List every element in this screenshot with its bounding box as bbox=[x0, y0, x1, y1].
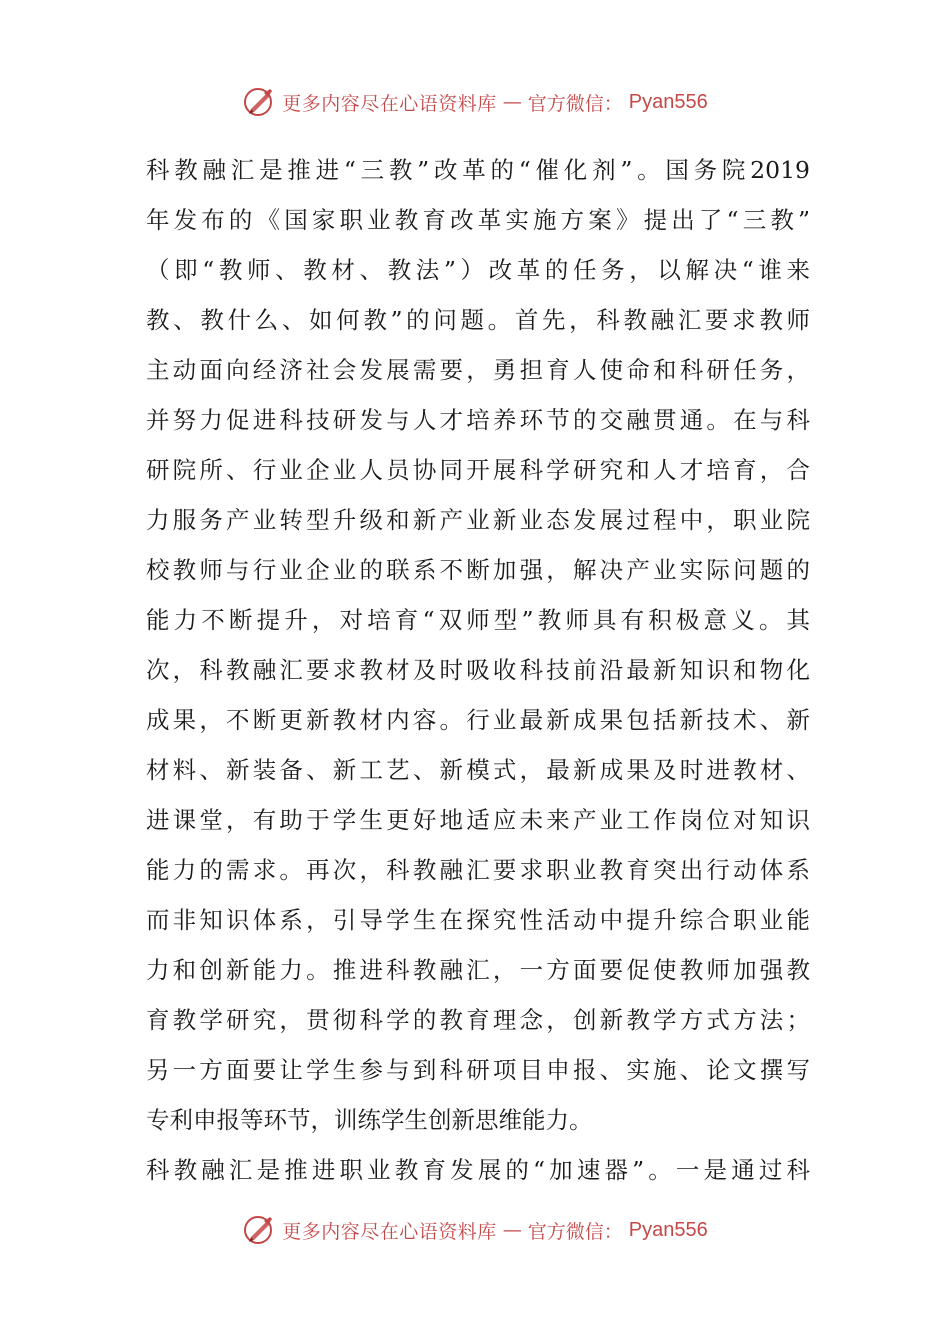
text-line: 科教融汇是推进职业教育发展的“加速器”。一是通过科 bbox=[146, 1156, 810, 1184]
banner-site-text: 更多内容尽在心语资料库 bbox=[282, 1220, 497, 1243]
text-line: 研院所、行业企业人员协同开展科学研究和人才培育，合 bbox=[146, 456, 810, 484]
header-banner-content[interactable] bbox=[242, 85, 708, 119]
text-line: 材料、新装备、新工艺、新模式，最新成果及时进教材、 bbox=[146, 756, 810, 784]
header-banner bbox=[0, 82, 950, 122]
text-line: 教、教什么、如何教”的问题。首先，科教融汇要求教师 bbox=[146, 306, 810, 334]
banner-dash: — bbox=[502, 91, 522, 113]
banner-wechat-label: 官方微信： bbox=[527, 92, 623, 115]
footer-banner bbox=[0, 1210, 950, 1250]
text-line: 另一方面要让学生参与到科研项目申报、实施、论文撰写 bbox=[146, 1056, 810, 1084]
text-line: 并努力促进科技研发与人才培养环节的交融贯通。在与科 bbox=[146, 406, 810, 434]
banner-wechat-id: Pyan556 bbox=[628, 1218, 708, 1241]
footer-banner-content[interactable] bbox=[242, 1213, 708, 1247]
text-line: 年发布的《国家职业教育改革实施方案》提出了“三教” bbox=[146, 206, 810, 234]
body-text bbox=[146, 145, 810, 1195]
banner-wechat-id: Pyan556 bbox=[628, 90, 708, 113]
text-line: 而非知识体系，引导学生在探究性活动中提升综合职业能 bbox=[146, 906, 810, 934]
text-line: 力服务产业转型升级和新产业新业态发展过程中，职业院 bbox=[146, 506, 810, 534]
banner-dash: — bbox=[502, 1219, 522, 1241]
text-line: 力和创新能力。推进科教融汇，一方面要促使教师加强教 bbox=[146, 956, 810, 984]
text-line: （即“教师、教材、教法”）改革的任务，以解决“谁来 bbox=[146, 256, 810, 284]
text-line: 科教融汇是推进“三教”改革的“催化剂”。国务院2019 bbox=[146, 156, 810, 184]
text-line: 育教学研究，贯彻科学的教育理念，创新教学方式方法； bbox=[146, 1006, 810, 1034]
logo-pen-icon bbox=[242, 1213, 276, 1247]
text-line: 专利申报等环节，训练学生创新思维能力。 bbox=[146, 1106, 593, 1134]
text-line: 主动面向经济社会发展需要，勇担育人使命和科研任务， bbox=[146, 356, 810, 384]
text-line: 能力不断提升，对培育“双师型”教师具有积极意义。其 bbox=[146, 606, 810, 634]
text-line: 次，科教融汇要求教材及时吸收科技前沿最新知识和物化 bbox=[146, 656, 810, 684]
banner-site-text: 更多内容尽在心语资料库 bbox=[282, 92, 497, 115]
text-line: 能力的需求。再次，科教融汇要求职业教育突出行动体系 bbox=[146, 856, 810, 884]
banner-wechat-label: 官方微信： bbox=[527, 1220, 623, 1243]
text-line: 成果，不断更新教材内容。行业最新成果包括新技术、新 bbox=[146, 706, 810, 734]
text-line: 进课堂，有助于学生更好地适应未来产业工作岗位对知识 bbox=[146, 806, 810, 834]
logo-pen-icon bbox=[242, 85, 276, 119]
text-line: 校教师与行业企业的联系不断加强，解决产业实际问题的 bbox=[146, 556, 810, 584]
